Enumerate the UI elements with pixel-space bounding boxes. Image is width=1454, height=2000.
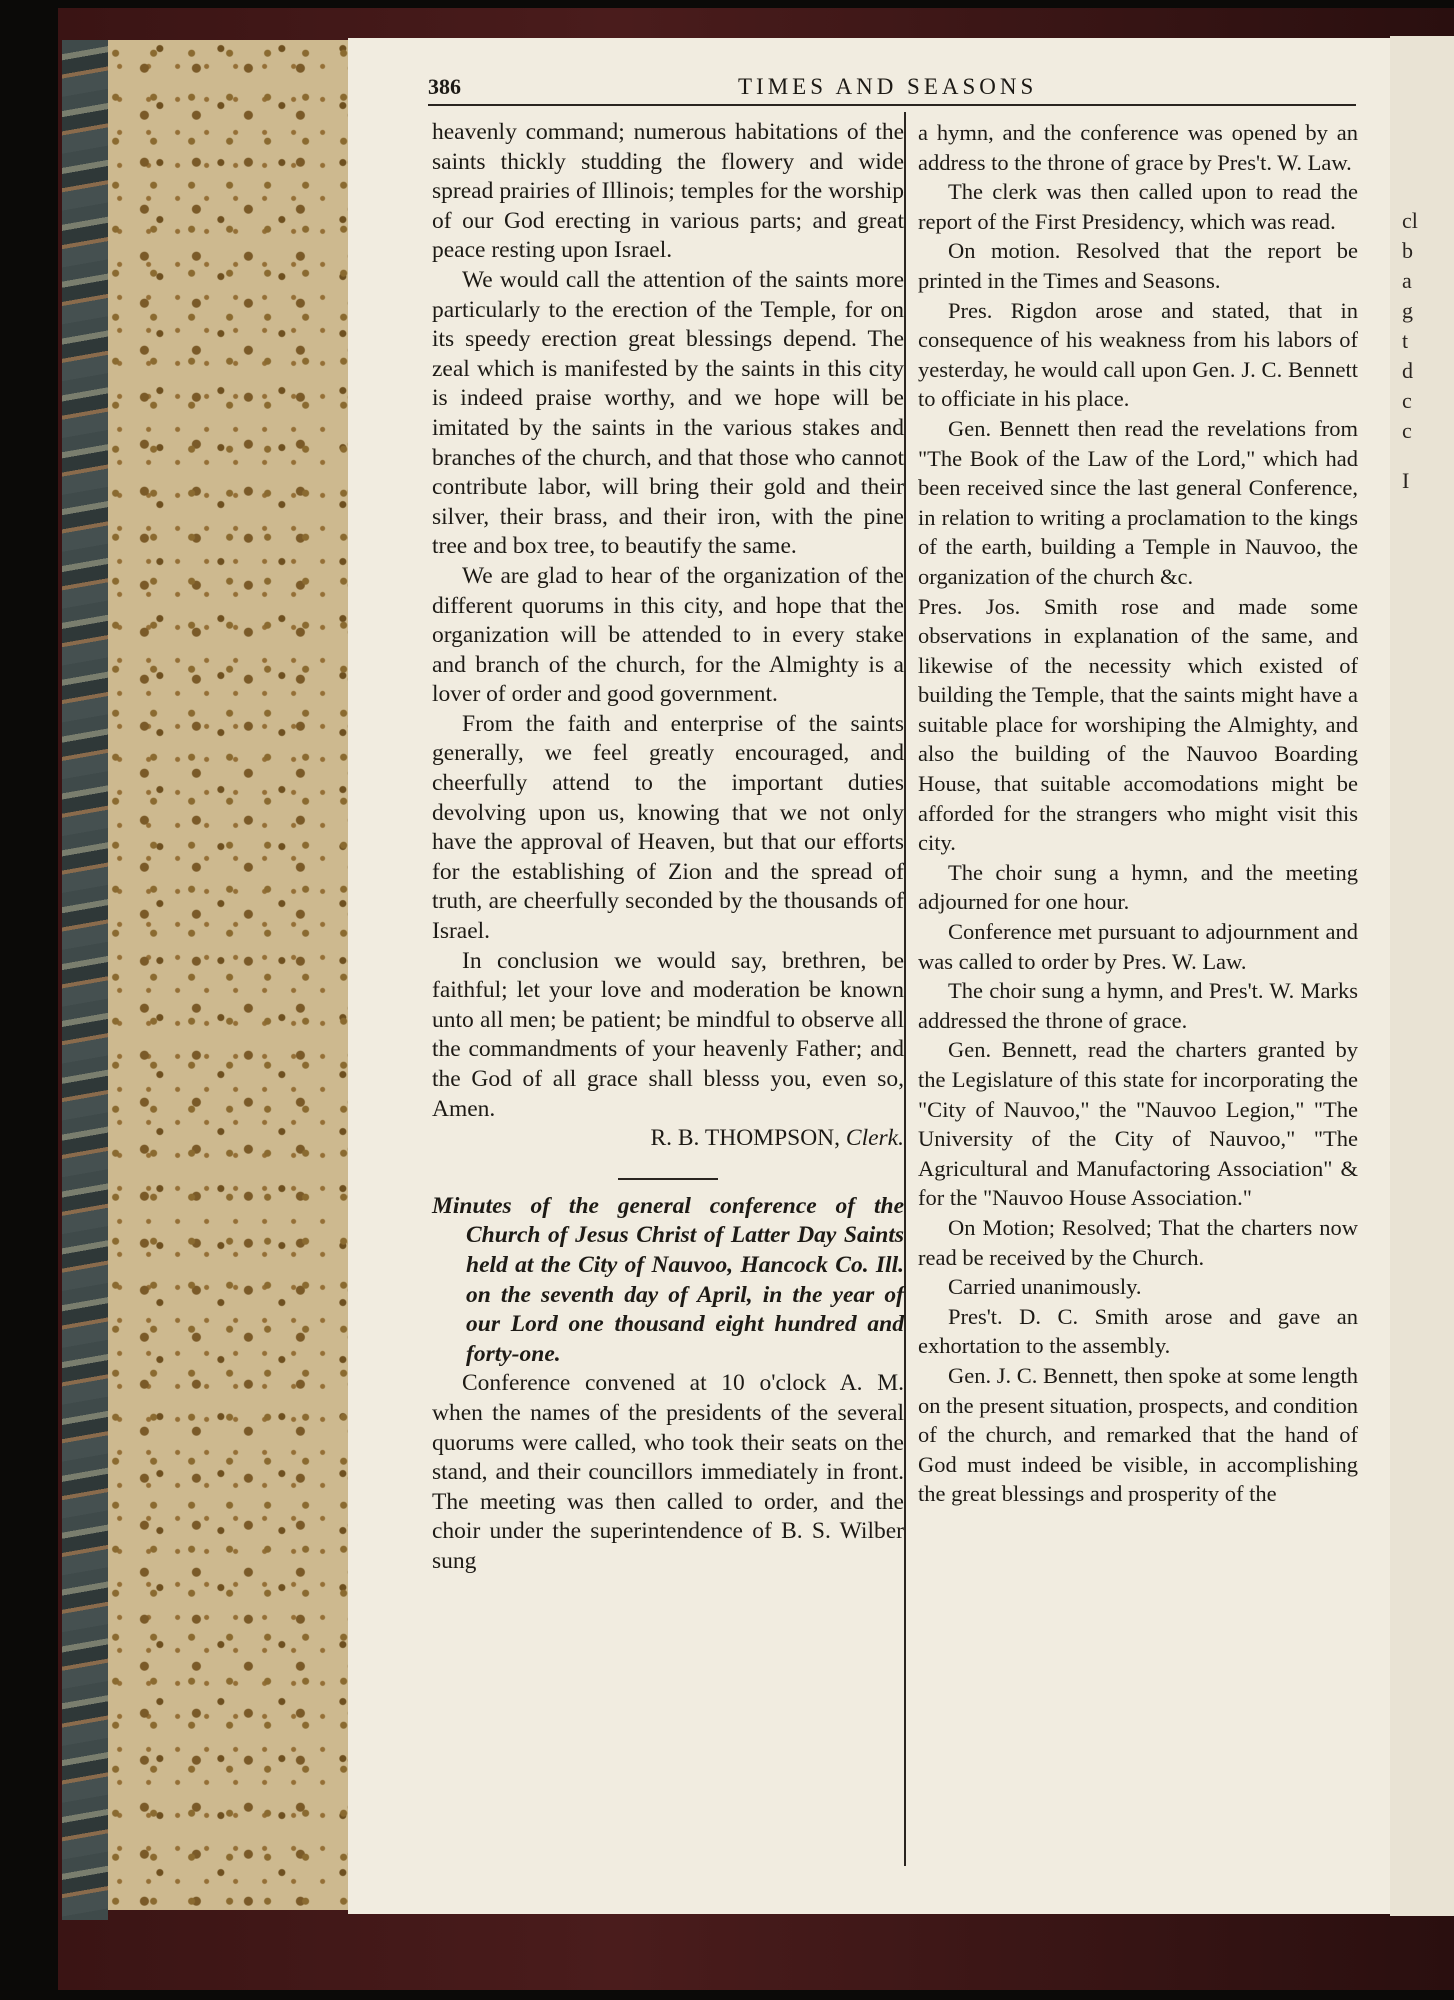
next-page-fragment: t <box>1402 328 1409 353</box>
running-title: TIMES AND SEASONS <box>738 74 1038 99</box>
minutes-heading: Minutes of the general conference of the Church of Jesus Christ of Latter Day Saints held at the City of Nauvoo, Hancock Co. Ill. on the seventh day of April, in the year of our Lord one thousand eight hundred and forty-one. <box>432 1192 904 1367</box>
paragraph: Pres. Jos. Smith rose and made some observations in explanation of the same, and likewise of the necessity which existed of building the Temple, that the saints might have a suitable place for worshiping the Almighty, and also the building of the Nauvoo Boarding House, that suitable accomodations might be afforded for the strangers who might visit this city. <box>918 593 1358 856</box>
left-column <box>432 118 904 1577</box>
paragraph: Gen. Bennett, read the charters granted by the Legislature of this state for incorporating the "City of Nauvoo," the "Nauvoo Legion," "The University of the City of Nauvoo," "The Agricultural and Manufactoring Association" & for the "Nauvoo House Association." <box>918 1037 1358 1211</box>
paragraph: On motion. Resolved that the report be printed in the Times and Seasons. <box>918 238 1358 293</box>
page-number: 386 <box>428 74 461 99</box>
paragraph: From the faith and enterprise of the saints generally, we feel greatly encouraged, and cheerfully attend to the important duties devolving upon us, knowing that we not only have the approval of Heaven, but that our efforts for the establishing of Zion and the spread of truth, are cheerfully seconded by the thousands of Israel. <box>432 710 904 945</box>
paragraph: In conclusion we would say, brethren, be faithful; let your love and moderation be known unto all men; be patient; be mindful to observe all the commandments of your heavenly Father; and the God of all grace shall blesss you, even so, Amen. <box>432 947 904 1122</box>
next-page-fragment: c <box>1402 418 1412 443</box>
paragraph: Gen. J. C. Bennett, then spoke at some length on the present situation, prospects, and condition of the church, and remarked that the hand of God must indeed be visible, in accomplishing the great blessings and prosperity of the <box>918 1362 1358 1507</box>
foxed-gutter-margin <box>108 40 348 1910</box>
paragraph: The clerk was then called upon to read the report of the First Presidency, which was read. <box>918 179 1358 234</box>
next-page-fragment: g <box>1402 298 1413 323</box>
next-page-fragment: d <box>1402 358 1413 383</box>
next-page-fragment: cl <box>1402 208 1418 233</box>
signature-title: Clerk. <box>845 1125 904 1152</box>
paragraph: We would call the attention of the saints more particularly to the erection of the Temple, for on its speedy erection great blessings depend. The zeal which is manifested by the saints in this city is indeed praise worthy, and we hope will be imitated by the saints in the various stakes and branches of the church, and that those who cannot contribute labor, will bring their gold and their silver, their brass, and their iron, with the pine tree and box tree, to beautify the same. <box>432 266 904 560</box>
paragraph: Conference met pursuant to adjournment and was called to order by Pres. W. Law. <box>918 919 1358 974</box>
next-page-fragment: I <box>1402 468 1410 493</box>
paragraph: Pres't. D. C. Smith arose and gave an exhortation to the assembly. <box>918 1303 1358 1359</box>
right-column <box>918 118 1358 1509</box>
paragraph: We are glad to hear of the organization of the different quorums in this city, and hope that the organization will be attended to in every stake and branch of the church, for the Almighty is a lover of order and good government. <box>432 562 904 708</box>
next-page-fragment: a <box>1402 268 1412 293</box>
next-page-edge <box>1390 36 1454 1916</box>
paragraph: Carried unanimously. <box>948 1274 1142 1300</box>
next-page-fragment: b <box>1402 238 1413 263</box>
paragraph: The choir sung a hymn, and Pres't. W. Marks addressed the throne of grace. <box>918 978 1358 1033</box>
paragraph: On Motion; Resolved; That the charters now read be received by the Church. <box>918 1214 1358 1270</box>
paragraph: Pres. Rigdon arose and stated, that in consequence of his weakness from his labors of yesterday, he would call upon Gen. J. C. Bennett to officiate in his place. <box>918 297 1358 412</box>
marbled-endpaper <box>62 40 108 1920</box>
column-divider <box>904 112 906 1866</box>
paragraph: a hymn, and the conference was opened by an address to the throne of grace by Pres't. W. Law. <box>918 120 1358 175</box>
header-rule <box>428 104 1356 106</box>
signature-name: R. B. THOMPSON, <box>650 1125 846 1152</box>
paragraph: heavenly command; numerous habitations of the saints thickly studding the flowery and wide spread prairies of Illinois; temples for the worship of our God erecting in various parts; and great peace resting upon Israel. <box>432 119 904 264</box>
next-page-fragment: c <box>1402 388 1412 413</box>
foxing-spots <box>108 40 348 1910</box>
signature <box>432 1124 904 1154</box>
section-rule <box>618 1178 718 1180</box>
paragraph: Gen. Bennett then read the revelations from "The Book of the Law of the Lord," which had been received since the last general Conference, in relation to writing a proclamation to the kings of the earth, building a Temple in Nauvoo, the organization of the church &c. <box>918 415 1358 589</box>
paragraph: Conference convened at 10 o'clock A. M. when the names of the presidents of the several quorums were called, who took their seats on the stand, and their councillors immediately in front. The meeting was then called to order, and the choir under the superintendence of B. S. Wilber sung <box>432 1370 904 1574</box>
paragraph: The choir sung a hymn, and the meeting adjourned for one hour. <box>918 859 1358 915</box>
